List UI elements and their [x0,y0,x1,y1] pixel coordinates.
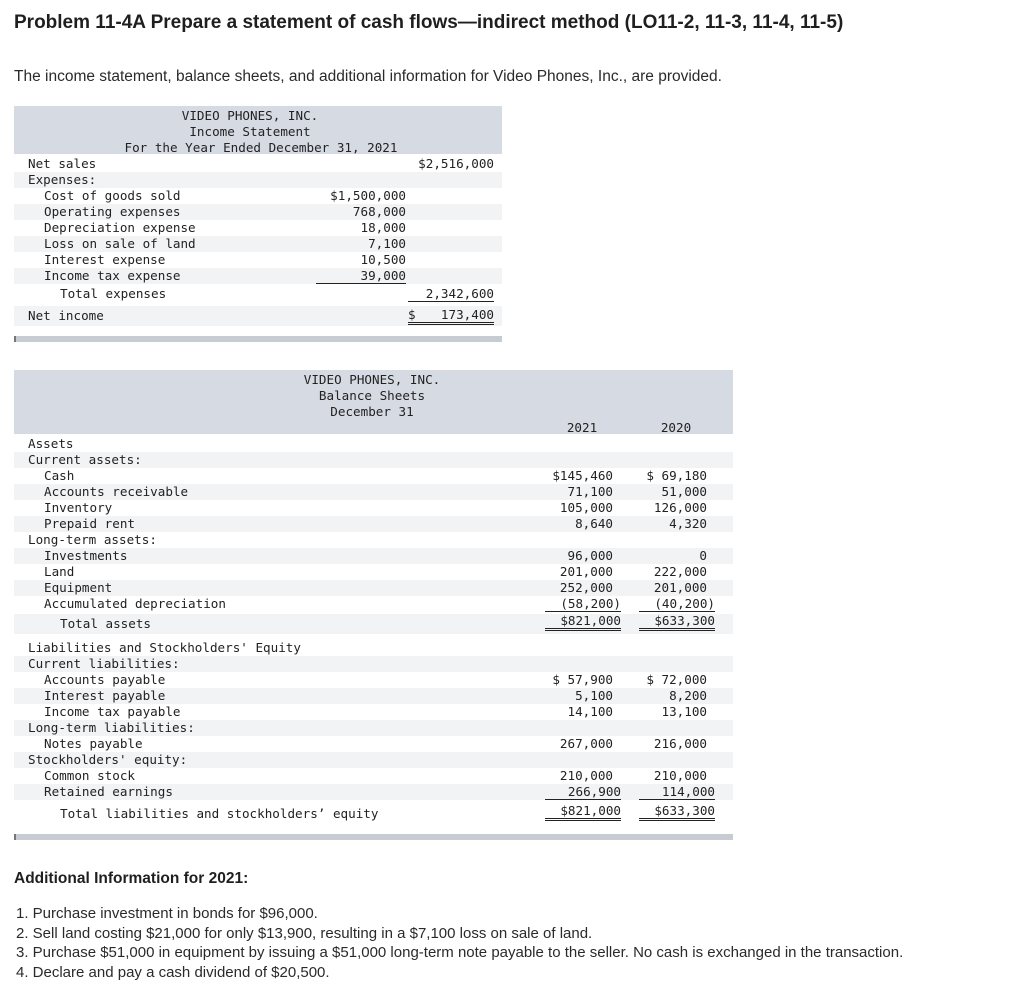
net-sales-label: Net sales [28,156,97,171]
cash-label: Cash [44,468,75,483]
expense-value: 768,000 [352,204,406,219]
income-statement-title: Income Statement [189,124,311,139]
expense-row [14,268,502,284]
balance-table-bottom-bar [14,834,733,840]
retained-earnings-label: Retained earnings [44,784,173,799]
interest-payable-row [14,688,733,704]
column-header-2020: 2020 [660,420,692,435]
common-stock-row [14,768,733,784]
stockholders-equity-heading-row [14,752,733,768]
expenses-label: Expenses: [28,172,97,187]
notes-payable-2020: 216,000 [653,736,707,751]
expense-row [14,252,502,268]
expense-label: Cost of goods sold [44,188,181,203]
total-expenses-value: 2,342,600 [408,286,494,302]
net-income-label: Net income [28,308,104,323]
prepaid-rent-2021: 8,640 [575,516,613,531]
liabilities-equity-heading: Liabilities and Stockholders' Equity [28,640,301,655]
income-tax-payable-2020: 13,100 [661,704,707,719]
total-liabilities-equity-2020: $633,300 [639,804,715,821]
prepaid-rent-label: Prepaid rent [44,516,135,531]
current-assets-heading: Current assets: [28,452,142,467]
accumulated-depreciation-row [14,596,733,612]
accounts-payable-2020: $ 72,000 [646,672,707,687]
problem-title: Problem 11-4A Prepare a statement of cash flows—indirect method (LO11-2, 11-3, 11-4, 11-5) [14,12,844,33]
notes-payable-row [14,736,733,752]
net-income-amount: 173,400 [440,307,494,322]
common-stock-label: Common stock [44,768,135,783]
total-expenses-row [14,286,502,302]
total-assets-2021: $821,000 [545,614,621,631]
accounts-payable-2021: $ 57,900 [552,672,613,687]
accumulated-depreciation-label: Accumulated depreciation [44,596,226,611]
income-statement-table [14,106,502,346]
balance-date: December 31 [330,404,414,419]
income-table-bottom-bar [14,336,502,342]
interest-payable-2020: 8,200 [669,688,707,703]
interest-payable-label: Interest payable [44,688,166,703]
prepaid-rent-row [14,516,733,532]
accounts-payable-row [14,672,733,688]
interest-payable-2021: 5,100 [575,688,613,703]
income-tax-payable-label: Income tax payable [44,704,181,719]
inventory-2020: 126,000 [653,500,707,515]
accounts-receivable-2021: 71,100 [567,484,613,499]
expense-value: 18,000 [360,220,406,235]
expense-row [14,188,502,204]
equipment-2020: 201,000 [653,580,707,595]
retained-earnings-row [14,784,733,800]
accumulated-depreciation-2021: (58,200) [545,596,621,612]
common-stock-2021: 210,000 [559,768,613,783]
expense-value: 39,000 [316,268,406,284]
current-assets-heading-row [14,452,733,468]
intro-text: The income statement, balance sheets, and additional information for Video Phones, Inc., are provided. [14,68,722,85]
long-term-liabilities-heading-row [14,720,733,736]
retained-earnings-2020: 114,000 [639,784,715,800]
equipment-label: Equipment [44,580,113,595]
balance-statement-title: Balance Sheets [318,388,426,403]
expense-label: Operating expenses [44,204,181,219]
expense-row [14,236,502,252]
additional-info-list [16,904,903,982]
assets-heading: Assets [28,436,74,451]
liabilities-equity-heading-row [14,640,733,656]
notes-payable-label: Notes payable [44,736,143,751]
notes-payable-2021: 267,000 [559,736,613,751]
net-sales-value: $2,516,000 [418,156,494,171]
accounts-receivable-row [14,484,733,500]
list-item: 3. Purchase $51,000 in equipment by issuing a $51,000 long-term note payable to the seller. No cash is exchanged in the transaction. [16,944,904,961]
net-income-currency: $ [408,307,416,322]
total-assets-2020: $633,300 [639,614,715,631]
equipment-2021: 252,000 [559,580,613,595]
total-assets-row [14,614,733,634]
expense-label: Interest expense [44,252,166,267]
additional-info-title: Additional Information for 2021: [14,870,249,887]
list-item: 2. Sell land costing $21,000 for only $13,900, resulting in a $7,100 loss on sale of land. [16,924,593,942]
expense-label: Loss on sale of land [44,236,196,251]
expense-label: Income tax expense [44,268,181,283]
net-income-value [408,308,494,325]
common-stock-2020: 210,000 [653,768,707,783]
income-tax-payable-2021: 14,100 [567,704,613,719]
expense-value: 10,500 [360,252,406,267]
current-liabilities-heading-row [14,656,733,672]
assets-heading-row [14,436,733,452]
inventory-2021: 105,000 [559,500,613,515]
expenses-header-row [14,172,502,188]
current-liabilities-heading: Current liabilities: [28,656,180,671]
net-income-row [14,306,502,326]
long-term-assets-heading-row [14,532,733,548]
list-item: 4. Declare and pay a cash dividend of $20,500. [16,963,330,981]
cash-2021: $145,460 [552,468,613,483]
investments-label: Investments [44,548,128,563]
income-company-name: VIDEO PHONES, INC. [181,108,319,123]
net-sales-row [14,156,502,172]
balance-company-name: VIDEO PHONES, INC. [303,372,441,387]
total-expenses-label: Total expenses [60,286,167,301]
total-liabilities-equity-2021: $821,000 [545,804,621,821]
income-period: For the Year Ended December 31, 2021 [124,140,398,155]
expense-value: $1,500,000 [330,188,406,203]
land-row [14,564,733,580]
land-label: Land [44,564,75,579]
balance-sheet-table [14,370,733,845]
expense-value: 7,100 [368,236,406,251]
cash-row [14,468,733,484]
income-tax-payable-row [14,704,733,720]
investments-2020: 0 [699,548,707,563]
accounts-payable-label: Accounts payable [44,672,166,687]
expense-label: Depreciation expense [44,220,196,235]
list-item: 1. Purchase investment in bonds for $96,000. [16,905,318,922]
column-header-2021: 2021 [566,420,598,435]
land-2021: 201,000 [559,564,613,579]
inventory-label: Inventory [44,500,113,515]
long-term-liabilities-heading: Long-term liabilities: [28,720,195,735]
total-liabilities-equity-label: Total liabilities and stockholders’ equity [60,806,379,821]
investments-row [14,548,733,564]
expense-row [14,204,502,220]
expense-row [14,220,502,236]
accumulated-depreciation-2020: (40,200) [639,596,715,612]
retained-earnings-2021: 266,900 [545,784,621,800]
land-2020: 222,000 [653,564,707,579]
accounts-receivable-label: Accounts receivable [44,484,189,499]
stockholders-equity-heading: Stockholders' equity: [28,752,188,767]
inventory-row [14,500,733,516]
total-assets-label: Total assets [60,616,151,631]
total-liabilities-equity-row [14,804,733,824]
investments-2021: 96,000 [567,548,613,563]
equipment-row [14,580,733,596]
long-term-assets-heading: Long-term assets: [28,532,157,547]
cash-2020: $ 69,180 [646,468,707,483]
prepaid-rent-2020: 4,320 [669,516,707,531]
accounts-receivable-2020: 51,000 [661,484,707,499]
